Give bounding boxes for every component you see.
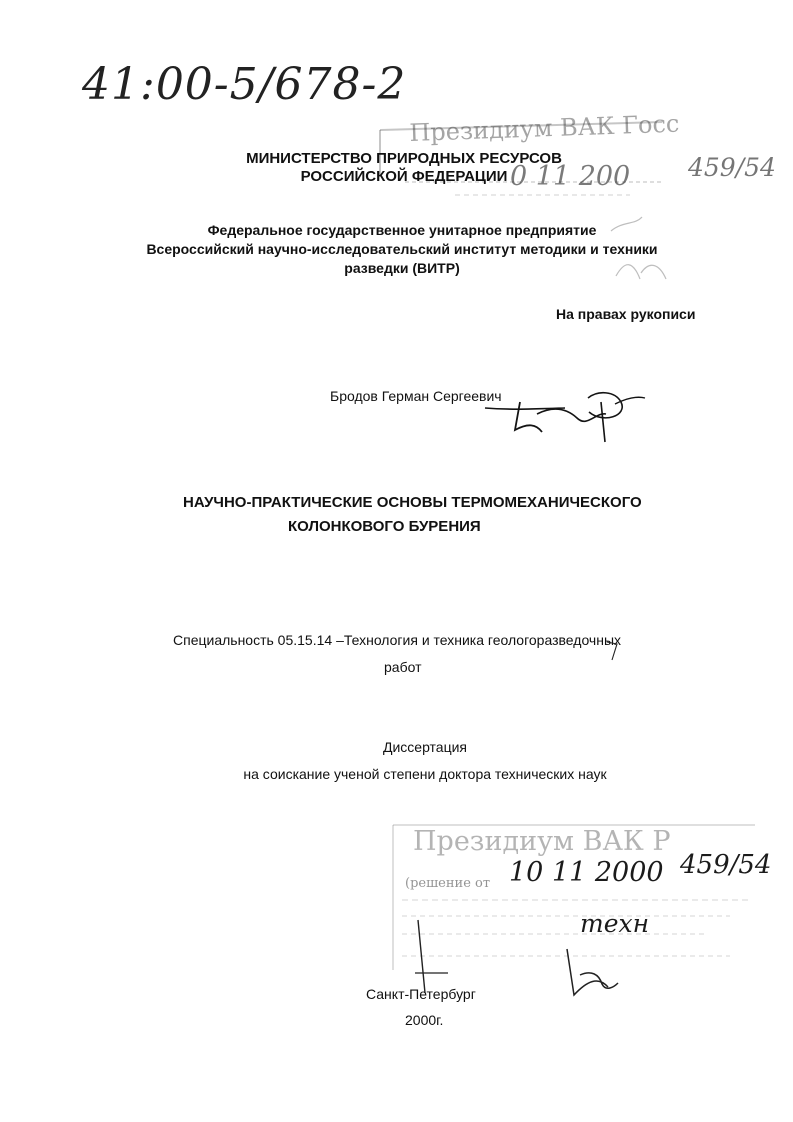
- title-line-1: НАУЧНО-ПРАКТИЧЕСКИЕ ОСНОВЫ ТЕРМОМЕХАНИЧЕСКОГО: [183, 494, 642, 511]
- specialty-line-2: работ: [384, 659, 422, 675]
- lower-stamp-note: техн: [580, 909, 650, 938]
- degree-line: на соискание ученой степени доктора технических наук: [243, 766, 607, 782]
- ministry-line-2: РОССИЙСКОЙ ФЕДЕРАЦИИ: [300, 168, 508, 185]
- author-signature: [480, 388, 650, 444]
- organization-line-3: разведки (ВИТР): [344, 260, 460, 276]
- author-name: Бродов Герман Сергеевич: [330, 388, 502, 404]
- manuscript-note: На правах рукописи: [556, 306, 696, 322]
- archive-code: 41:00-5/678-2: [82, 59, 407, 110]
- specialty-line-1: Специальность 05.15.14 –Технология и техника геологоразведочных: [173, 632, 622, 648]
- lower-stamp-text: Президиум ВАК Р: [413, 826, 671, 857]
- organization-line-2: Всероссийский научно-исследовательский институт методики и техники: [146, 241, 658, 257]
- organization-pencil-marks: [605, 213, 675, 293]
- degree-type: Диссертация: [382, 739, 468, 755]
- year: 2000г.: [405, 1012, 444, 1028]
- upper-stamp-text: Президиум ВАК Госс: [408, 109, 680, 147]
- lower-stamp-date: 10 11 2000: [509, 857, 664, 888]
- upper-stamp-date: 0 11 200: [510, 161, 631, 192]
- lower-stamp-number: 459/54: [680, 850, 772, 880]
- title-line-2: КОЛОНКОВОГО БУРЕНИЯ: [288, 518, 481, 535]
- ministry-line-1: МИНИСТЕРСТВО ПРИРОДНЫХ РЕСУРСОВ: [246, 150, 562, 167]
- organization-line-1: Федеральное государственное унитарное предприятие: [207, 222, 597, 238]
- specialty-pen-mark: [603, 640, 623, 662]
- city: Санкт-Петербург: [366, 986, 476, 1002]
- lower-stamp-prefix: (решение от: [405, 876, 491, 891]
- upper-stamp-number: 459/54: [688, 153, 776, 182]
